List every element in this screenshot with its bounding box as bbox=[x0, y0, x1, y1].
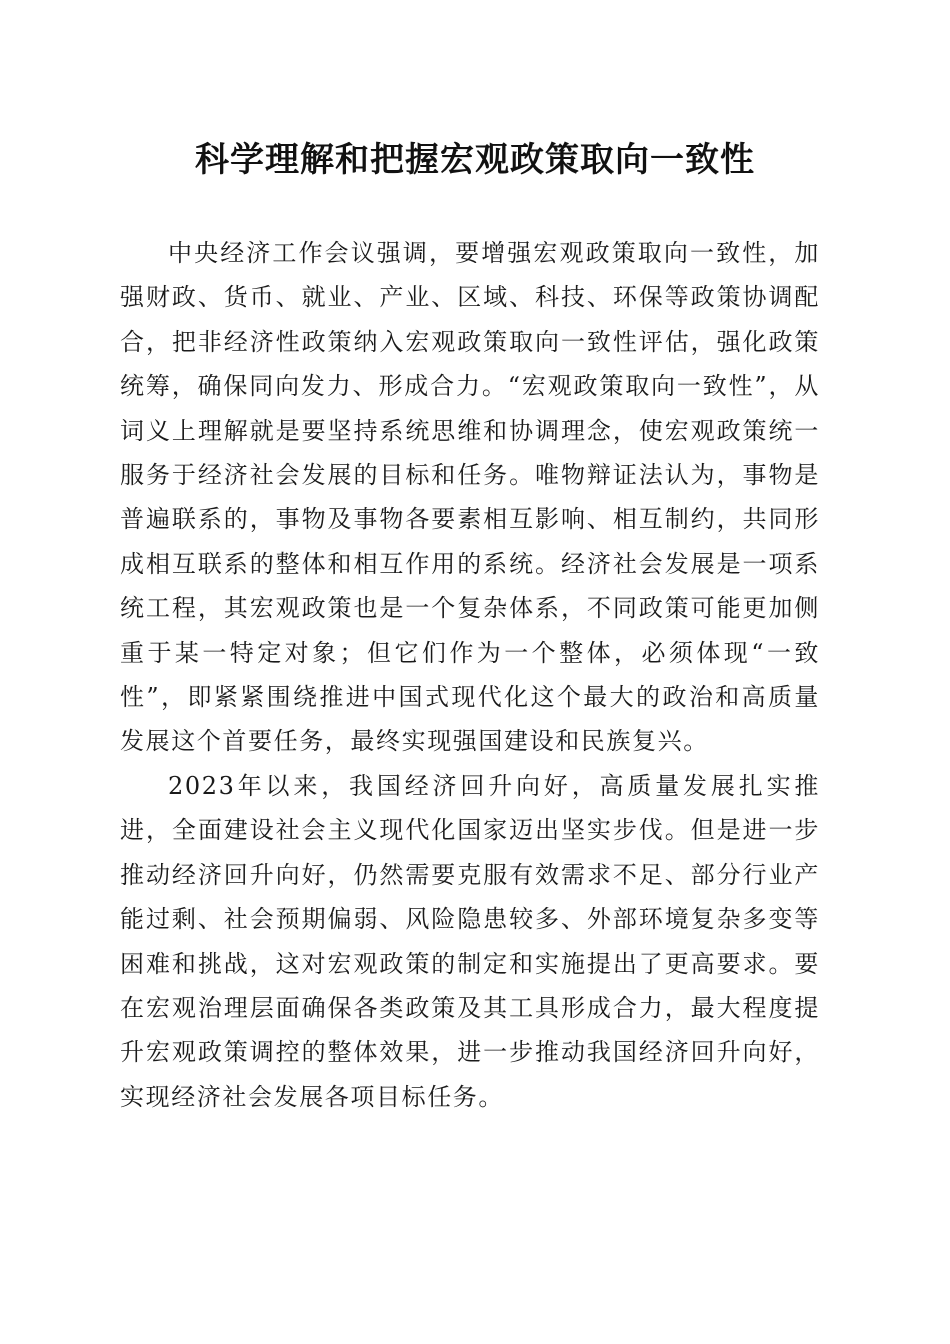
document-body bbox=[120, 231, 820, 1119]
body-paragraph-2: 2023年以来，我国经济回升向好，高质量发展扎实推进，全面建设社会主义现代化国家迈出坚实步伐。但是进一步推动经济回升向好，仍然需要克服有效需求不足、部分行业产能过剩、社会预期偏弱、风险隐患较多、外部环境复杂多变等困难和挑战，这对宏观政策的制定和实施提出了更高要求。要在宏观治理层面确保各类政策及其工具形成合力，最大程度提升宏观政策调控的整体效果，进一步推动我国经济回升向好，实现经济社会发展各项目标任务。 bbox=[120, 771, 820, 1111]
document-title: 科学理解和把握宏观政策取向一致性 bbox=[195, 140, 755, 180]
body-paragraph-1: 中央经济工作会议强调，要增强宏观政策取向一致性，加强财政、货币、就业、产业、区域、科技、环保等政策协调配合，把非经济性政策纳入宏观政策取向一致性评估，强化政策统筹，确保同向发力、形成合力。“宏观政策取向一致性”，从词义上理解就是要坚持系统思维和协调理念，使宏观政策统一服务于经济社会发展的目标和任务。唯物辩证法认为，事物是普遍联系的，事物及事物各要素相互影响、相互制约，共同形成相互联系的整体和相互作用的系统。经济社会发展是一项系统工程，其宏观政策也是一个复杂体系，不同政策可能更加侧重于某一特定对象；但它们作为一个整体，必须体现“一致性”，即紧紧围绕推进中国式现代化这个最大的政治和高质量发展这个首要任务，最终实现强国建设和民族复兴。 bbox=[120, 239, 820, 756]
